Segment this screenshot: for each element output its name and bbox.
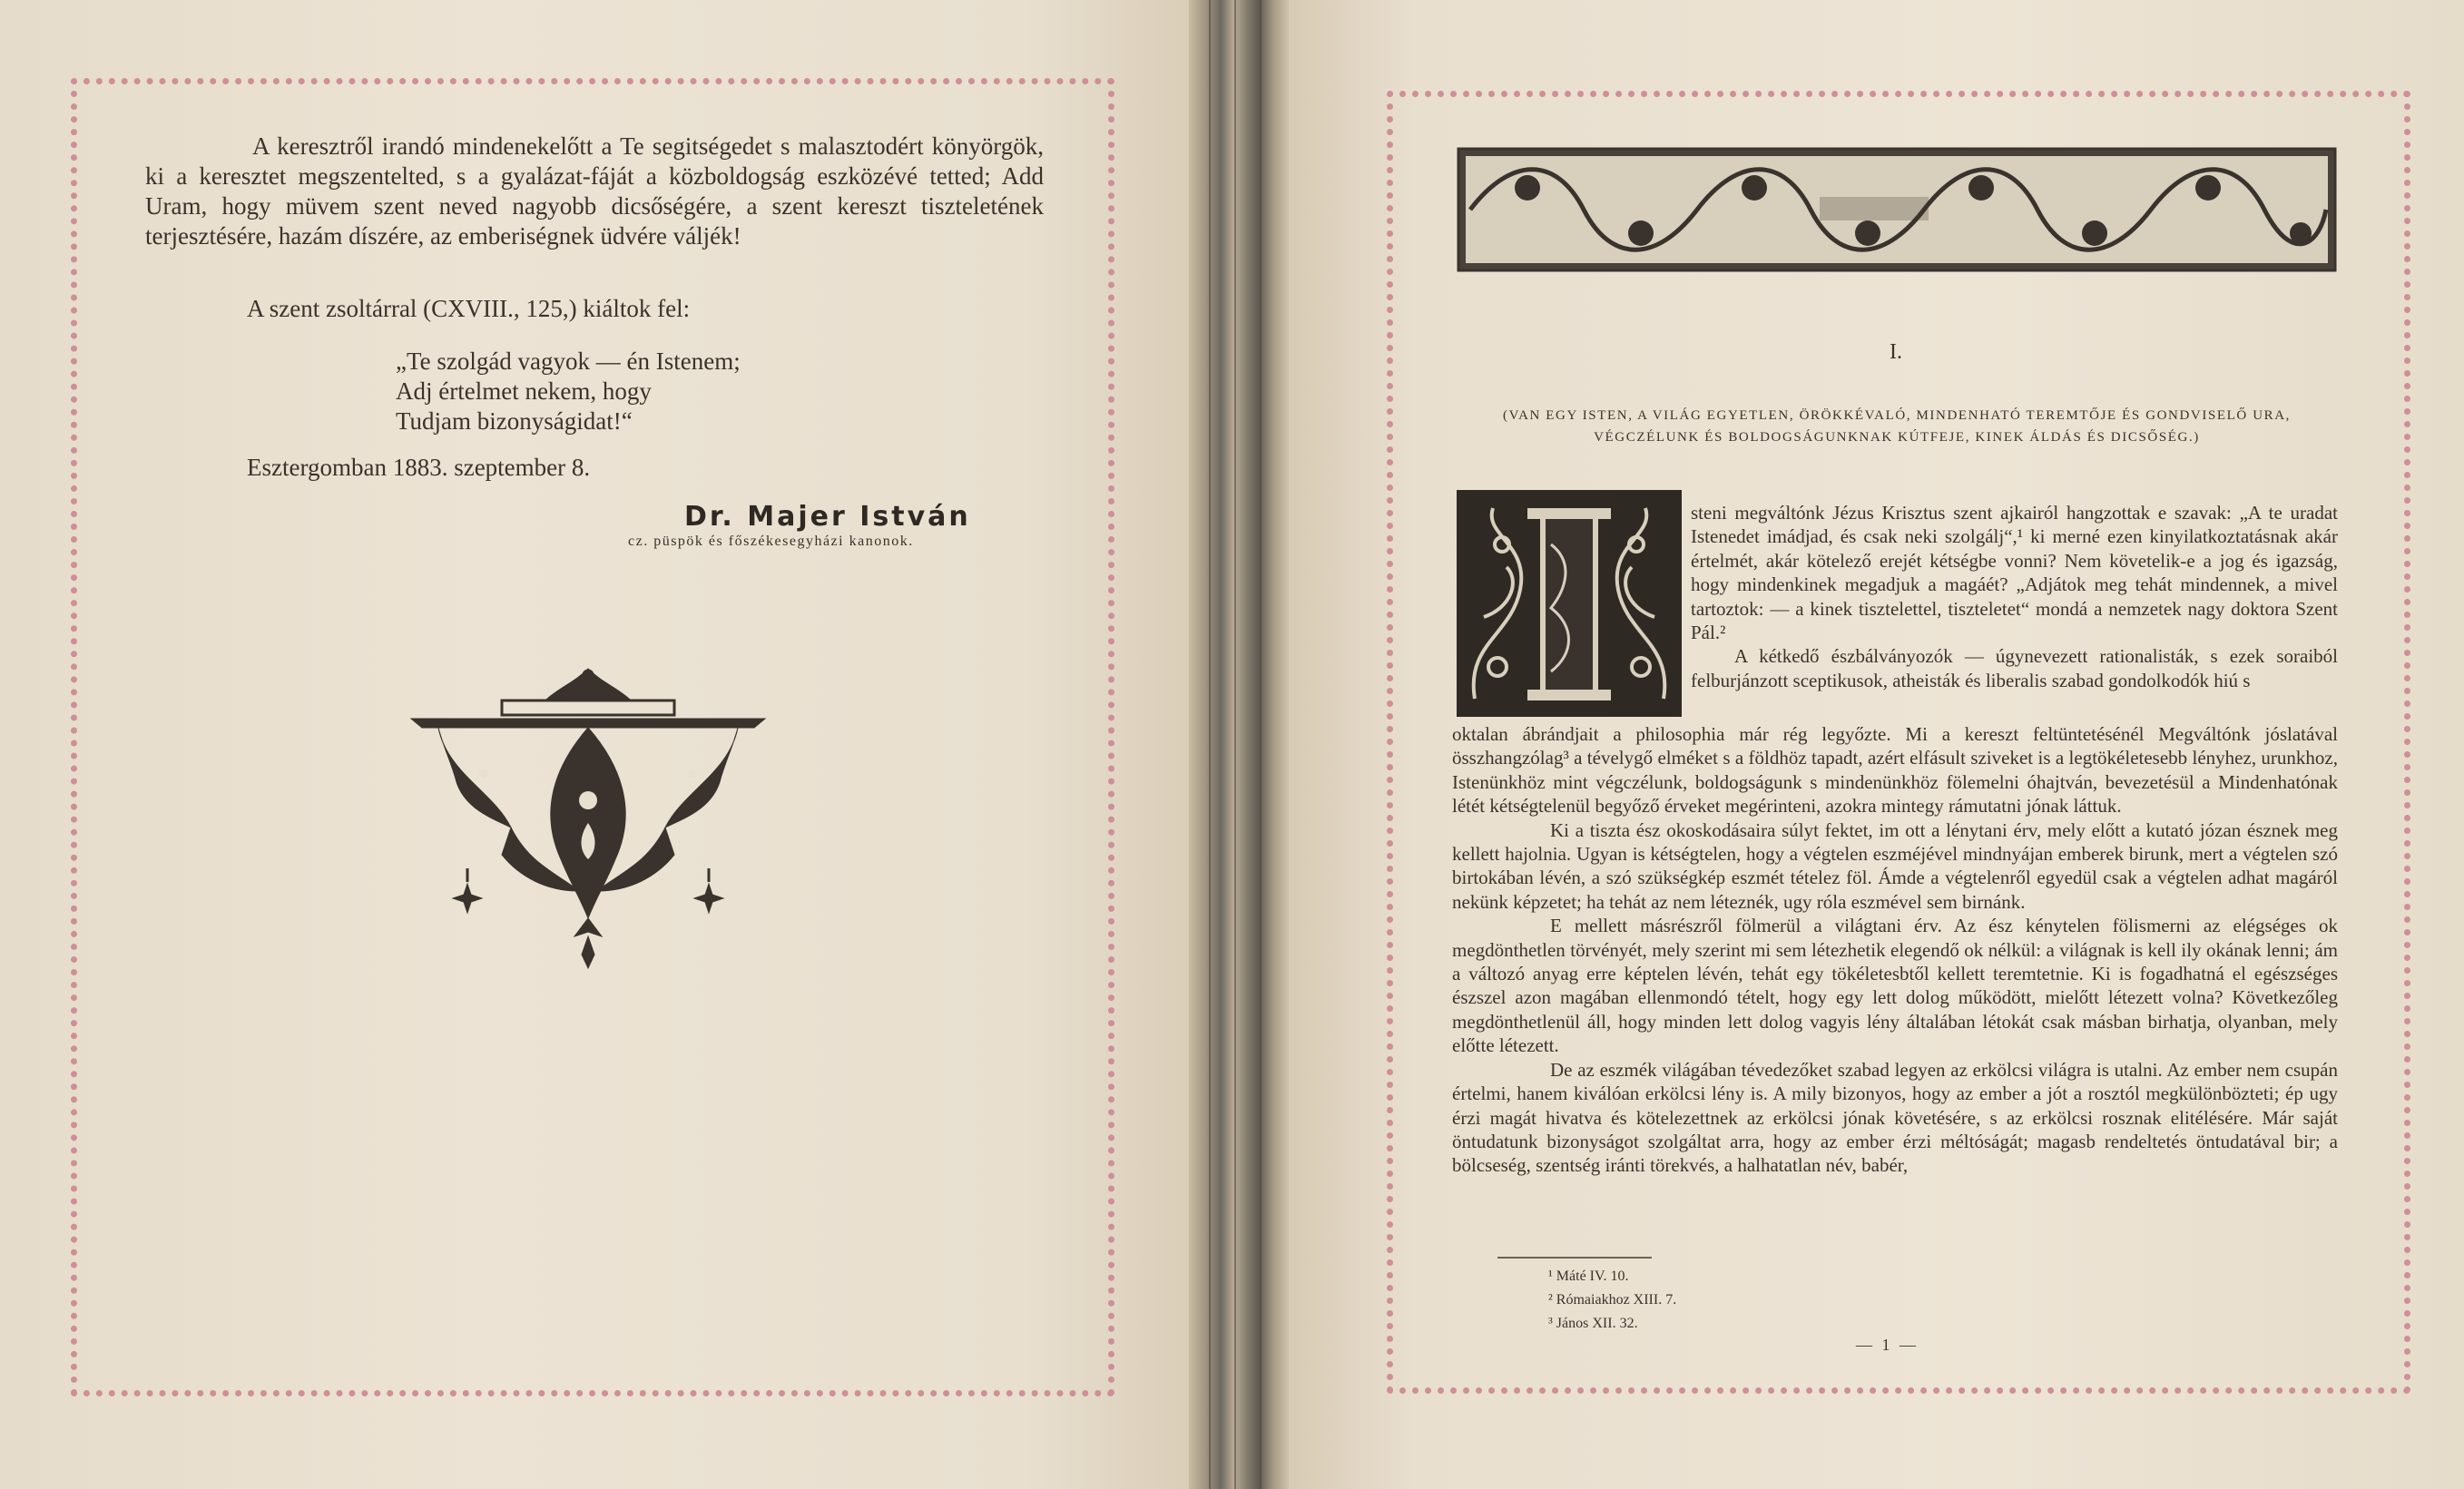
subtitle-line: VÉGCZÉLUNK ÉS BOLDOGSÁGUNKNAK KÚTFEJE, KINEK ÁLDÁS ÉS DICSŐSÉG.) (1594, 430, 2200, 445)
paragraph-5: De az eszmék világában tévedezőket szabad legyen az erkölcsi világra is utalni. Az ember nem csupán értelmi, hanem kiválóan erkölcsi lény is. A mily bizonyos, hogy az ember a jót a rosztól megkülönbözteti; ép ugy érzi magát hivatva és kötelezettnek az erkölcsi jónak követésére, s az erkölcsi rosznak elitélésére. Már saját öntudatunk bizonyságot szolgáltat arra, hogy az ember érzi méltóságát; magasb rendeltetés öntudatával bir; a bölcseség, szentség iránti törekvés, a halhatatlan név, babér, (1452, 1058, 2338, 1177)
signature-title: cz. püspök és főszékesegyházi kanonok. (628, 534, 914, 549)
chapter-subtitle (1452, 405, 2341, 448)
paragraph-4: E mellett másrészről fölmerül a világtani érv. Az ész kénytelen fölismerni az elégséges ok megdönthetlen törvényét, mely szerint mi sem létezhetik elegendő ok nélkül: a világnak is kell ily okának lenni; ám a változó anyag erre képtelen lévén, tehát egy tökéletesbtől kellett teremtetnie. Ki is fogadhatná el egészséges észszel azon magában ellenmondó tételt, hogy egy lett dolog működött, mielőtt létezett volna? Következőleg megdönthetlenül áll, hogy minden lett dolog vagyis lény általában létokát csak másban birhatja, olyanban, mely előtte létezett. (1452, 915, 2338, 1057)
verse-line: Adj értelmet nekem, hogy (396, 377, 652, 405)
decorated-initial-i (1457, 490, 1682, 717)
paragraph-2-start: A kétkedő észbálványozók — úgynevezett rationalisták, s ezek soraiból felburjánzott sceptikusok, atheisták és liberalis szabad gondolkodók hiú s (1691, 645, 2338, 691)
verse-line: Tudjam bizonyságidat!“ (396, 407, 633, 435)
footnote-rule (1497, 1257, 1652, 1259)
footnotes (1548, 1265, 1676, 1336)
footnote: ¹ Máté IV. 10. (1548, 1269, 1629, 1284)
page-number: — 1 — (1856, 1336, 1919, 1354)
paragraph-3: Ki a tiszta ész okoskodásaira súlyt fektet, im ott a lénytani érv, mely előtt a kutató józan észnek meg kellett hajolnia. Ugyan is kétségtelen, hogy a végtelen eszméjével mindnyájan emberek birunk, mert a végtelen szó birtokában lévén, a szó szükségkép eszmét tételez föl. Ámde a végtelenről egyedül csak a végtelen adhat magáról nekünk képzetet; ha tehát az nem léteznék, ugy róla eszmével sem birnánk. (1452, 818, 2338, 913)
subtitle-line: (VAN EGY ISTEN, A VILÁG EGYETLEN, ÖRÖKKÉVALÓ, MINDENHATÓ TEREMTŐJE ÉS GONDVISELŐ URA, (1502, 408, 2292, 423)
book-spine (1189, 0, 1289, 1489)
psalm-reference: A szent zsoltárral (CXVIII., 125,) kiáltok fel: (247, 295, 691, 322)
place-date: Esztergomban 1883. szeptember 8. (247, 454, 591, 481)
signature-name: Dr. Majer István (684, 501, 971, 533)
paragraph-1: steni megváltónk Jézus Krisztus szent ajkairól hangzottak e szavak: „A te uradat Istenedet imádjad, és csak neki szolgálj“,¹ ki merné ezen kinyilatkoztatásnak akár értelmét, akár kötelező erejét kétségbe vonni? Nem követelik-e a jog és igazság, hogy mindenkinek megadjuk a magáét? „Adjátok meg tehát mindennek, a mivel tartoztok: — a kinek tisztelettel, tiszteletet“ mondá a nemzetek nagy doktora Szent Pál.² (1691, 502, 2338, 644)
header-ornament-band (1457, 147, 2337, 272)
footnote: ² Rómaiakhoz XIII. 7. (1548, 1292, 1677, 1308)
footnote: ³ János XII. 32. (1548, 1316, 1638, 1331)
verse-line: „Te szolgád vagyok — én Istenem; (396, 348, 741, 375)
chapter-number: I. (1890, 340, 1902, 364)
ornament-vignette (402, 664, 774, 973)
main-body-text (1452, 722, 2338, 1178)
dedication-paragraph: A keresztről irandó mindenekelőtt a Te segitségedet s malasztodért könyörgök, ki a keresztet megszentelted, s a gyalázat-fáját a közboldogság eszközévé tetted; Add Uram, hogy müvem szent neved nagyobb dicsőségére, a szent kereszt tiszteletének terjesztésére, hazám díszére, az emberiségnek üdvére váljék! (145, 132, 1044, 250)
paragraph-intro (1691, 501, 2338, 692)
psalm-verse (396, 347, 741, 436)
paragraph-2-continued: oktalan ábrándjait a philosophia már rég legyőzte. Mi a kereszt feltüntetésénél Megváltónk jóslatával összhangzólag³ a tévelygő elméket s a földhöz tapadt, azért elfásult sziveket is a legtökéletesebb lényhez, urunkhoz, Istenünkhöz mint végczélunk, boldogságunk s mindenünkhöz fölemelni óhajtván, bevezetésül a Mindenhatónak létét kétségtelenül begyőző érveket megérinteni, azokra mintegy rámutatni jónak láttuk. (1452, 723, 2338, 818)
